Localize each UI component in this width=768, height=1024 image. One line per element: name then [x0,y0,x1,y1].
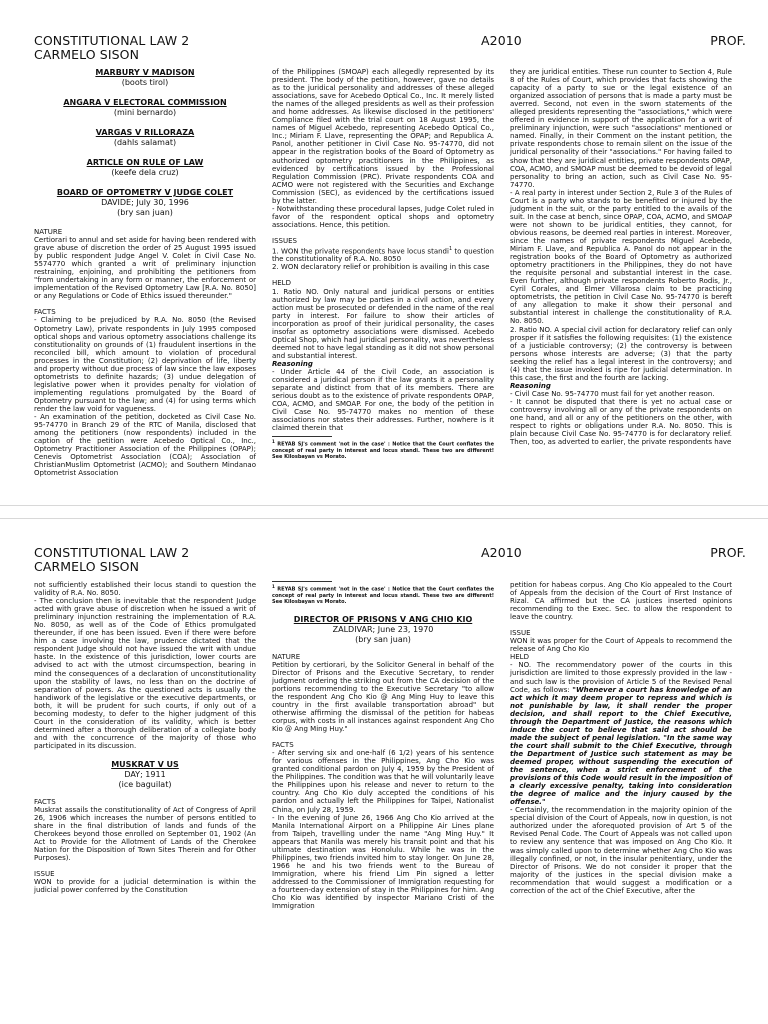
facts-text: - Claiming to be prejudiced by R.A. No. 8050 (the Revised Optometry Law), private respondents in July 1995 composed optical shops and various optometry associations challenge its constitutionality on grounds of (1) fraudulent insertions in the reconciled bill, which amount to violation of procedural processes in the Constitution; (2) deprivation of life, liberty and property without due process of law since the law exposes optometrists to definite hazards; (3) undue delegation of legislative power when it provides penalty for violation of implementing regulations promulgated by the Board of Optometry pursuant to the law; and (4) for using terms which render the law void for vagueness. [34,316,256,413]
facts-heading: FACTS [34,797,56,806]
held-heading: HELD [272,279,291,288]
case-author: (boots tirol) [121,78,169,87]
case-title: MUSKRAT V US [111,759,179,769]
body-text: not sufficiently established their locus standi to question the validity of R.A. No. 8050. [34,581,256,598]
reasoning-text: - It cannot be disputed that there is yet no actual case or controversy involving all or any of the private respondents on one hand, and all or any of the petitioners on the other, with respect to rights or obligations under R.A. No. 8050. This is plain because Civil Case No. 95-74770 is for declaratory relief. Then, too, as adverted to earlier, the private respondents have [510,397,732,447]
issue-text: to question the constitutionality of R.A. No. 8050 [272,247,494,264]
reasoning-text: - Under Article 44 of the Civil Code, an association is considered a juridical person if the law grants it a personality separate and distinct from that of its members. There are serious doubt as to the existence of private respondents OPAP, COA, ACMO, and SMOAP. For one, the body of the petition in Civil Case No. 95-74770 makes no mention of these associations nor states their addresses. Further, nowhere is it claimed therein that [272,367,494,433]
issue-text: 2. WON declaratory relief or prohibition is availing in this case [272,263,490,272]
course-title: CONSTITUTIONAL LAW 2 [34,33,190,48]
case-title: ARTICLE ON RULE OF LAW [86,158,204,167]
reasoning-heading: Reasoning [272,359,313,368]
reasoning-text: - Civil Case No. 95-74770 must fail for yet another reason. [510,389,715,398]
body-text: of the Philippines (SMOAP) each allegedly represented by its president. The body of the petition, however, gave no details as to the juridical personality and addresses of these alleged associations, save for Acebedo Optical Co., Inc. It merely listed the names of the alleged presidents as well as their profession and home addresses. As likewise disclosed in the petitioners' Compliance filed with the trial court on 18 August 1995, the names of Miguel Acebedo, representing Acebedo Optical Co., Inc.; Miriam F. Llave, representing the OPAP; and Republica A. Panol, another petitioner in Civil Case No. 95-74770, did not appear in the registration books of the Board of Optometry as authorized optometry practitioners in the Philippines, as evidenced by certifications issued by the Professional Regulation Commission (PRC). Private respondents COA and ACMO were not registered with the Securities and Exchange Commission (SEC), as evidenced by the certifications issued by the latter. [272,68,494,205]
held-text: - Certainly, the recommendation in the majority opinion of the special division of the Court of Appeals, now in question, is not authorized under the aforequoted provision of Art 5 of the Revised Penal Code. The Court of Appeals was not called upon to review any sentence that was imposed on Ang Cho Kio. It was simply called upon to determine whether Ang Cho Kio was illegally confined, or not, in the insular penitentiary, under the Director of Prisons. We do not consider it proper that the majority of the justices in the special division make a recommendation that would suggest a modification or a correction of the act of the Chief Executive, after the [510,806,732,895]
course-title: CONSTITUTIONAL LAW 2 [34,545,190,560]
held-quote: "Whenever a court has knowledge of an act which it may deem proper to repress and which is not punishable by law, it shall render the proper decision, and shall report to the Chief Executive, through the Department of Justice, the reasons which induce the court to believe that said act should be made the subject of penal legislation. "In the same way the court shall submit to the Chief Executive, through the Department of Justice such statement as may be deemed proper, without suspending the execution of the sentence, when a strict enforcement of the provisions of this Code would result in the imposition of a clearly excessive penalty, taking into consideration the degree of malice and the injury caused by the offense." [510,685,732,807]
case-author: (bry san juan) [117,208,173,217]
column-2: $^1$ REYAB SJ's comment 'not in the case' : Notice that the Court conflates the concept of real party in interest and locus standi. These two are different! See Kilosbayan vs Morato. DIRECTOR OF PRISONS V ANG CHIO KIO ZALDIVAR; June 23, 1970 (bry san juan) NATURE Petition by certiorari, by the Solicitor General in behalf of the Director of Prisons and the Executive Secretary, to render judgment ordering the striking out from the CA decision of the portions recommending to the Executive Secretary "to allow the respondent Ang Cho Kio @ Ang Ming Huy to leave this country in the first available transportation abroad" but otherwise affirming the dismissal of the petition for habeas corpus, with costs in all instances against respondent Ang Cho Kio @ Ang Ming Huy." FACTS - After serving six and one-half (6 1/2) years of his sentence for various offenses in the Philippines, Ang Cho Kio was granted conditional pardon on July 4, 1959 by the President of the Philippines. The condition was that he will voluntarily leave the Philippines upon his release and never to return to the country. Ang Cho Kio duly accepted the conditions of his pardon and actually left the Philippines for Taipei, Nationalist China, on July 28, 1959. - In the evening of June 26, 1966 Ang Cho Kio arrived at the Manila International Airport on a Philippine Air Lines plane from Taipeh, travelling under the name "Ang Ming Huy." It appears that Manila was merely his transit point and that his ultimate destination was Honolulu. While he was in the Philippines, two friends invited him to stay longer. On June 28, 1966 he and his two friends went to the Bureau of Immigration, where his friend Lim Pin signed a letter addressed to the Commissioner of Immigration requesting for a fourteen-day extension of stay in the Philippines for him. Ang Cho Kio was identified by inspector Mariano Cristi of the Immigration [272,581,494,910]
held-text: 2. Ratio NO. A special civil action for declaratory relief can only prosper if it satisfies the following requisites: (1) the existence of a justiciable controversy; (2) the controversy is between persons whose interests are adverse; (3) that the party seeking the relief has a legal interest in the controversy; and (4) that the issue invoked is ripe for judicial determination. In this case, the first and the fourth are lacking. [510,325,732,382]
body-text: - Notwithstanding these procedural lapses, Judge Colet ruled in favor of the respondent optical shops and optometry associations. Hence, this petition. [272,204,494,229]
column-1 [34,581,256,895]
case-title: VARGAS V RILLORAZA [95,128,195,137]
facts-heading: FACTS [34,308,56,317]
nature-text: Certiorari to annul and set aside for having been rendered with grave abuse of discretion the order of 25 August 1995 issued by public respondent Judge Angel V. Colet in Civil Case No. 5574770 which granted a writ of preliminary injunction restraining, enjoining, and prohibiting the petitioners from "from undertaking in any form or manner, the enforcement or implementation of the Revised Optometry Law [R.A. No. 8050] or any Regulations or Code of Ethics issued thereunder." [34,236,256,301]
section-code: A2010 [481,33,522,48]
case-author: (bry san juan) [355,634,411,644]
case-author: (keefe dela cruz) [111,168,179,177]
facts-text: Muskrat assails the constitutionality of Act of Congress of April 26, 1906 which increases the number of persons entitled to share in the final distribution of lands and funds of the Cherokees beyond those enrolled on September 01, 1902 (An Act to Provide for the Allotment of Lands of the Cherokee Nation for the Disposition of Town Sites Therein and for Other Purposes). [34,806,256,863]
nature-text: Petition by certiorari, by the Solicitor General in behalf of the Director of Prisons and the Executive Secretary, to render judgment ordering the striking out from the CA decision of the portions recommending to the Executive Secretary "to allow the respondent Ang Cho Kio @ Ang Ming Huy to leave this country in the first available transportation abroad" but otherwise affirming the dismissal of the petition for habeas corpus, with costs in all instances against respondent Ang Cho Kio @ Ang Ming Huy." [272,660,494,734]
prof-label: PROF. [710,33,746,48]
issues-heading: ISSUES [272,236,297,245]
case-date: DAVIDE; July 30, 1996 [101,198,189,207]
issue-text: WON it was proper for the Court of Appeals to recommend the release of Ang Cho Kio [510,637,732,654]
facts-text: - In the evening of June 26, 1966 Ang Cho Kio arrived at the Manila International Airport on a Philippine Air Lines plane from Taipeh, travelling under the name "Ang Ming Huy." It appears that Manila was merely his transit point and that his ultimate destination was Honolulu. While he was in the Philippines, two friends invited him to stay longer. On June 28, 1966 he and his two friends went to the Bureau of Immigration, where his friend Lim Pin signed a letter addressed to the Commissioner of Immigration requesting for a fourteen-day extension of stay in the Philippines for him. Ang Cho Kio was identified by inspector Mariano Cristi of the Immigration [272,813,494,911]
column-1 [34,68,256,477]
body-text: petition for habeas corpus. Ang Cho Kio appealed to the Court of Appeals from the decision of the Court of First Instance of Rizal. CA affirmed but the CA justices inserted opinions recommending to the Exec. Sec. to allow the respondent to leave the country. [510,581,732,622]
column-3 [510,581,732,895]
issue-heading: ISSUE [510,629,531,638]
held-heading: HELD [510,653,529,662]
facts-text: - An examination of the petition, docketed as Civil Case No. 95-74770 in Branch 29 of the RTC of Manila, disclosed that among the petitioners (now respondents) included in the caption of the petition were Acebedo Optical Co., Inc., Optometry Practitioner Association of the Philippines (OPAP); Cenevis Optometrist Association (COA); Association of ChristianMuslim Optometrist (ACMO); and Southern Mindanao Optometrist Association [34,413,256,478]
case-author: (ice baguilat) [118,779,172,789]
case-author: (dahls salamat) [113,138,177,147]
case-author: (mini bernardo) [113,108,177,117]
reasoning-heading: Reasoning [510,381,551,390]
footnote: REYAB SJ's comment 'not in the case' : Notice that the Court conflates the concept of real party in interest and locus standi. These two are different! See Kilosbayan vs Morato. [272,586,494,605]
case-date: DAY; 1911 [124,769,166,779]
issue-heading: ISSUE [34,870,55,879]
column-2: of the Philippines (SMOAP) each allegedly represented by its president. The body of the petition, however, gave no details as to the juridical personality and addresses of these alleged associations, save for Acebedo Optical Co., Inc. It merely listed the names of the alleged presidents as well as their profession and home addresses. As likewise disclosed in the petitioners' Compliance filed with the trial court on 18 August 1995, the names of Miguel Acebedo, representing Acebedo Optical Co., Inc.; Miriam F. Llave, representing the OPAP; and Republica A. Panol, another petitioner in Civil Case No. 95-74770, did not appear in the registration books of the Board of Optometry as authorized optometry practitioners in the Philippines, as evidenced by certifications issued by the Professional Regulation Commission (PRC). Private respondents COA and ACMO were not registered with the Securities and Exchange Commission (SEC), as evidenced by the certifications issued by the latter. - Notwithstanding these procedural lapses, Judge Colet ruled in favor of the respondent optical shops and optometry associations. Hence, this petition. ISSUES 1. WON the private respondents have locus standi$^1$ to question the constitutionality of R.A. No. 8050 2. WON declaratory relief or prohibition is availing in this case HELD 1. Ratio NO. Only natural and juridical persons or entities authorized by law may be parties in a civil action, and every action must be prosecuted or defended in the name of the real party in interest. For failure to show their articles of incorporation as proof of their juridical personality, the cases insofar as optometry associations were dismissed. Acebedo Optical Shop, which had juridical personality, was nevertheless deemed not to have legal standing as it did not show personal and substantial interest. Reasoning - Under Article 44 of the Civil Code, an association is considered a juridical person if the law grants it a personality separate and distinct from that of its members. There are serious doubt as to the existence of private respondents OPAP, COA, ACMO, and SMOAP. For one, the body of the petition in Civil Case No. 95-74770 makes no mention of these associations nor states their addresses. Further, nowhere is it claimed therein that $^1$ REYAB SJ's comment 'not in the case' : Notice that the Court conflates the concept of real party in interest and locus standi. These two are different! See Kilosbayan vs Morato. [272,68,494,460]
professor-name: CARMELO SISON [34,47,140,62]
section-code: A2010 [481,545,522,560]
case-title: ANGARA V ELECTORAL COMMISSION [63,98,227,107]
case-title: DIRECTOR OF PRISONS V ANG CHIO KIO [293,614,473,624]
body-text: - The conclusion then is inevitable that the respondent Judge acted with grave abuse of discretion when he issued a writ of preliminary injunction restraining the implementation of R.A. No. 8050, as well as of the Code of Ethics promulgated thereunder, if one has been issued. Even if there were before him a case involving the law, prudence dictated that the respondent Judge should not have issued the writ with undue haste. In the existence of this jurisdiction, lower courts are advised to act with the utmost circumspection, bearing in mind the consequences of a declaration of unconstitutionality upon the stability of laws, no less than on the doctrine of separation of powers. As the questioned acts is usually the handiwork of the legislative or the executive departments, or both, it will be prudent for such courts, if only out of a becoming modesty, to defer to the higher judgment of this Court in the consideration of its validity, which is better determined after a thorough deliberation of a collegiate body and with the concurrence of the majority of those who participated in its discussion. [34,597,256,750]
case-title: BOARD OF OPTOMETRY V JUDGE COLET [56,188,234,197]
facts-text: - After serving six and one-half (6 1/2) years of his sentence for various offenses in the Philippines, Ang Cho Kio was granted conditional pardon on July 4, 1959 by the President of the Philippines. The condition was that he will voluntarily leave the Philippines upon his release and never to return to the country. Ang Cho Kio duly accepted the conditions of his pardon and actually left the Philippines for Taipei, Nationalist China, on July 28, 1959. [272,749,494,814]
held-text: - NO. The recommendatory power of the courts in this jurisdiction are limited to those expressly provided in the law - and such law is the provision of Article 5 of the Revised Penal Code, as follows: [510,661,732,694]
issue-text: 1. WON the private respondents have locus standi [272,247,449,256]
issue-text: WON to provide for a judicial determination is within the judicial power conferred by the Constitution [34,878,256,895]
body-text: they are juridical entities. These run counter to Section 4, Rule 8 of the Rules of Court, which provides that facts showing the capacity of a party to sue or the legal existence of an organized association of persons that is made a party must be averred. Second, not even in the sworn statements of the alleged presidents representing the "associations," which were offered in evidence in support of the application for a writ of preliminary injunction, were such "associations" mentioned or named. Finally, in their Comment on the instant petition, the private respondents chose to remain silent on the issue of the juridical personality of their "associations." For having failed to show that they are juridical entities, private respondents OPAP, COA, ACMO, and SMOAP must be deemed to be devoid of legal personality to bring an action, such as Civil Case No. 95-74770. [510,68,732,189]
case-date: ZALDIVAR; June 23, 1970 [332,624,434,634]
body-text: - A real party in interest under Section 2, Rule 3 of the Rules of Court is a party who stands to be benefited or injured by the judgment in the suit, or the party entitled to the avails of the suit. In the case at bench, since OPAP, COA, ACMO, and SMOAP were not shown to be juridical entities, they cannot, for obvious reasons, be deemed real parties in interest. Moreover, since the names of private respondents Miguel Acebedo, Miriam F. Llave, and Republica A. Panol do not appear in the registration books of the Board of Optometry as authorized optometry practitioners in the Philippines, they do not have the requisite personal and substantial interest in the case. Even further, although private respondents Roberto Rodis, Jr., Cyril Corales, and Elmer Villarosa claim to be practicing optometrists, the petition in Civil Case No. 95-74770 is bereft of any allegation to make it show their personal and substantial interest in challenge the constitutionality of R.A. No. 8050. [510,188,732,326]
nature-heading: NATURE [272,652,301,661]
facts-heading: FACTS [272,741,294,750]
professor-name: CARMELO SISON [34,559,140,574]
column-3 [510,68,732,446]
page-2 [0,512,768,1024]
prof-label: PROF. [710,545,746,560]
footnote: REYAB SJ's comment 'not in the case' : Notice that the Court conflates the concept of real party in interest and locus standi. These two are different! See Kilosbayan vs Morato. [272,442,494,460]
held-text: 1. Ratio NO. Only natural and juridical persons or entities authorized by law may be parties in a civil action, and every action must be prosecuted or defended in the name of the real party in interest. For failure to show their articles of incorporation as proof of their juridical personality, the cases insofar as optometry associations were dismissed. Acebedo Optical Shop, which had juridical personality, was nevertheless deemed not to have legal standing as it did not show personal and substantial interest. [272,287,494,360]
case-title: MARBURY V MADISON [95,68,195,77]
nature-heading: NATURE [34,228,63,236]
